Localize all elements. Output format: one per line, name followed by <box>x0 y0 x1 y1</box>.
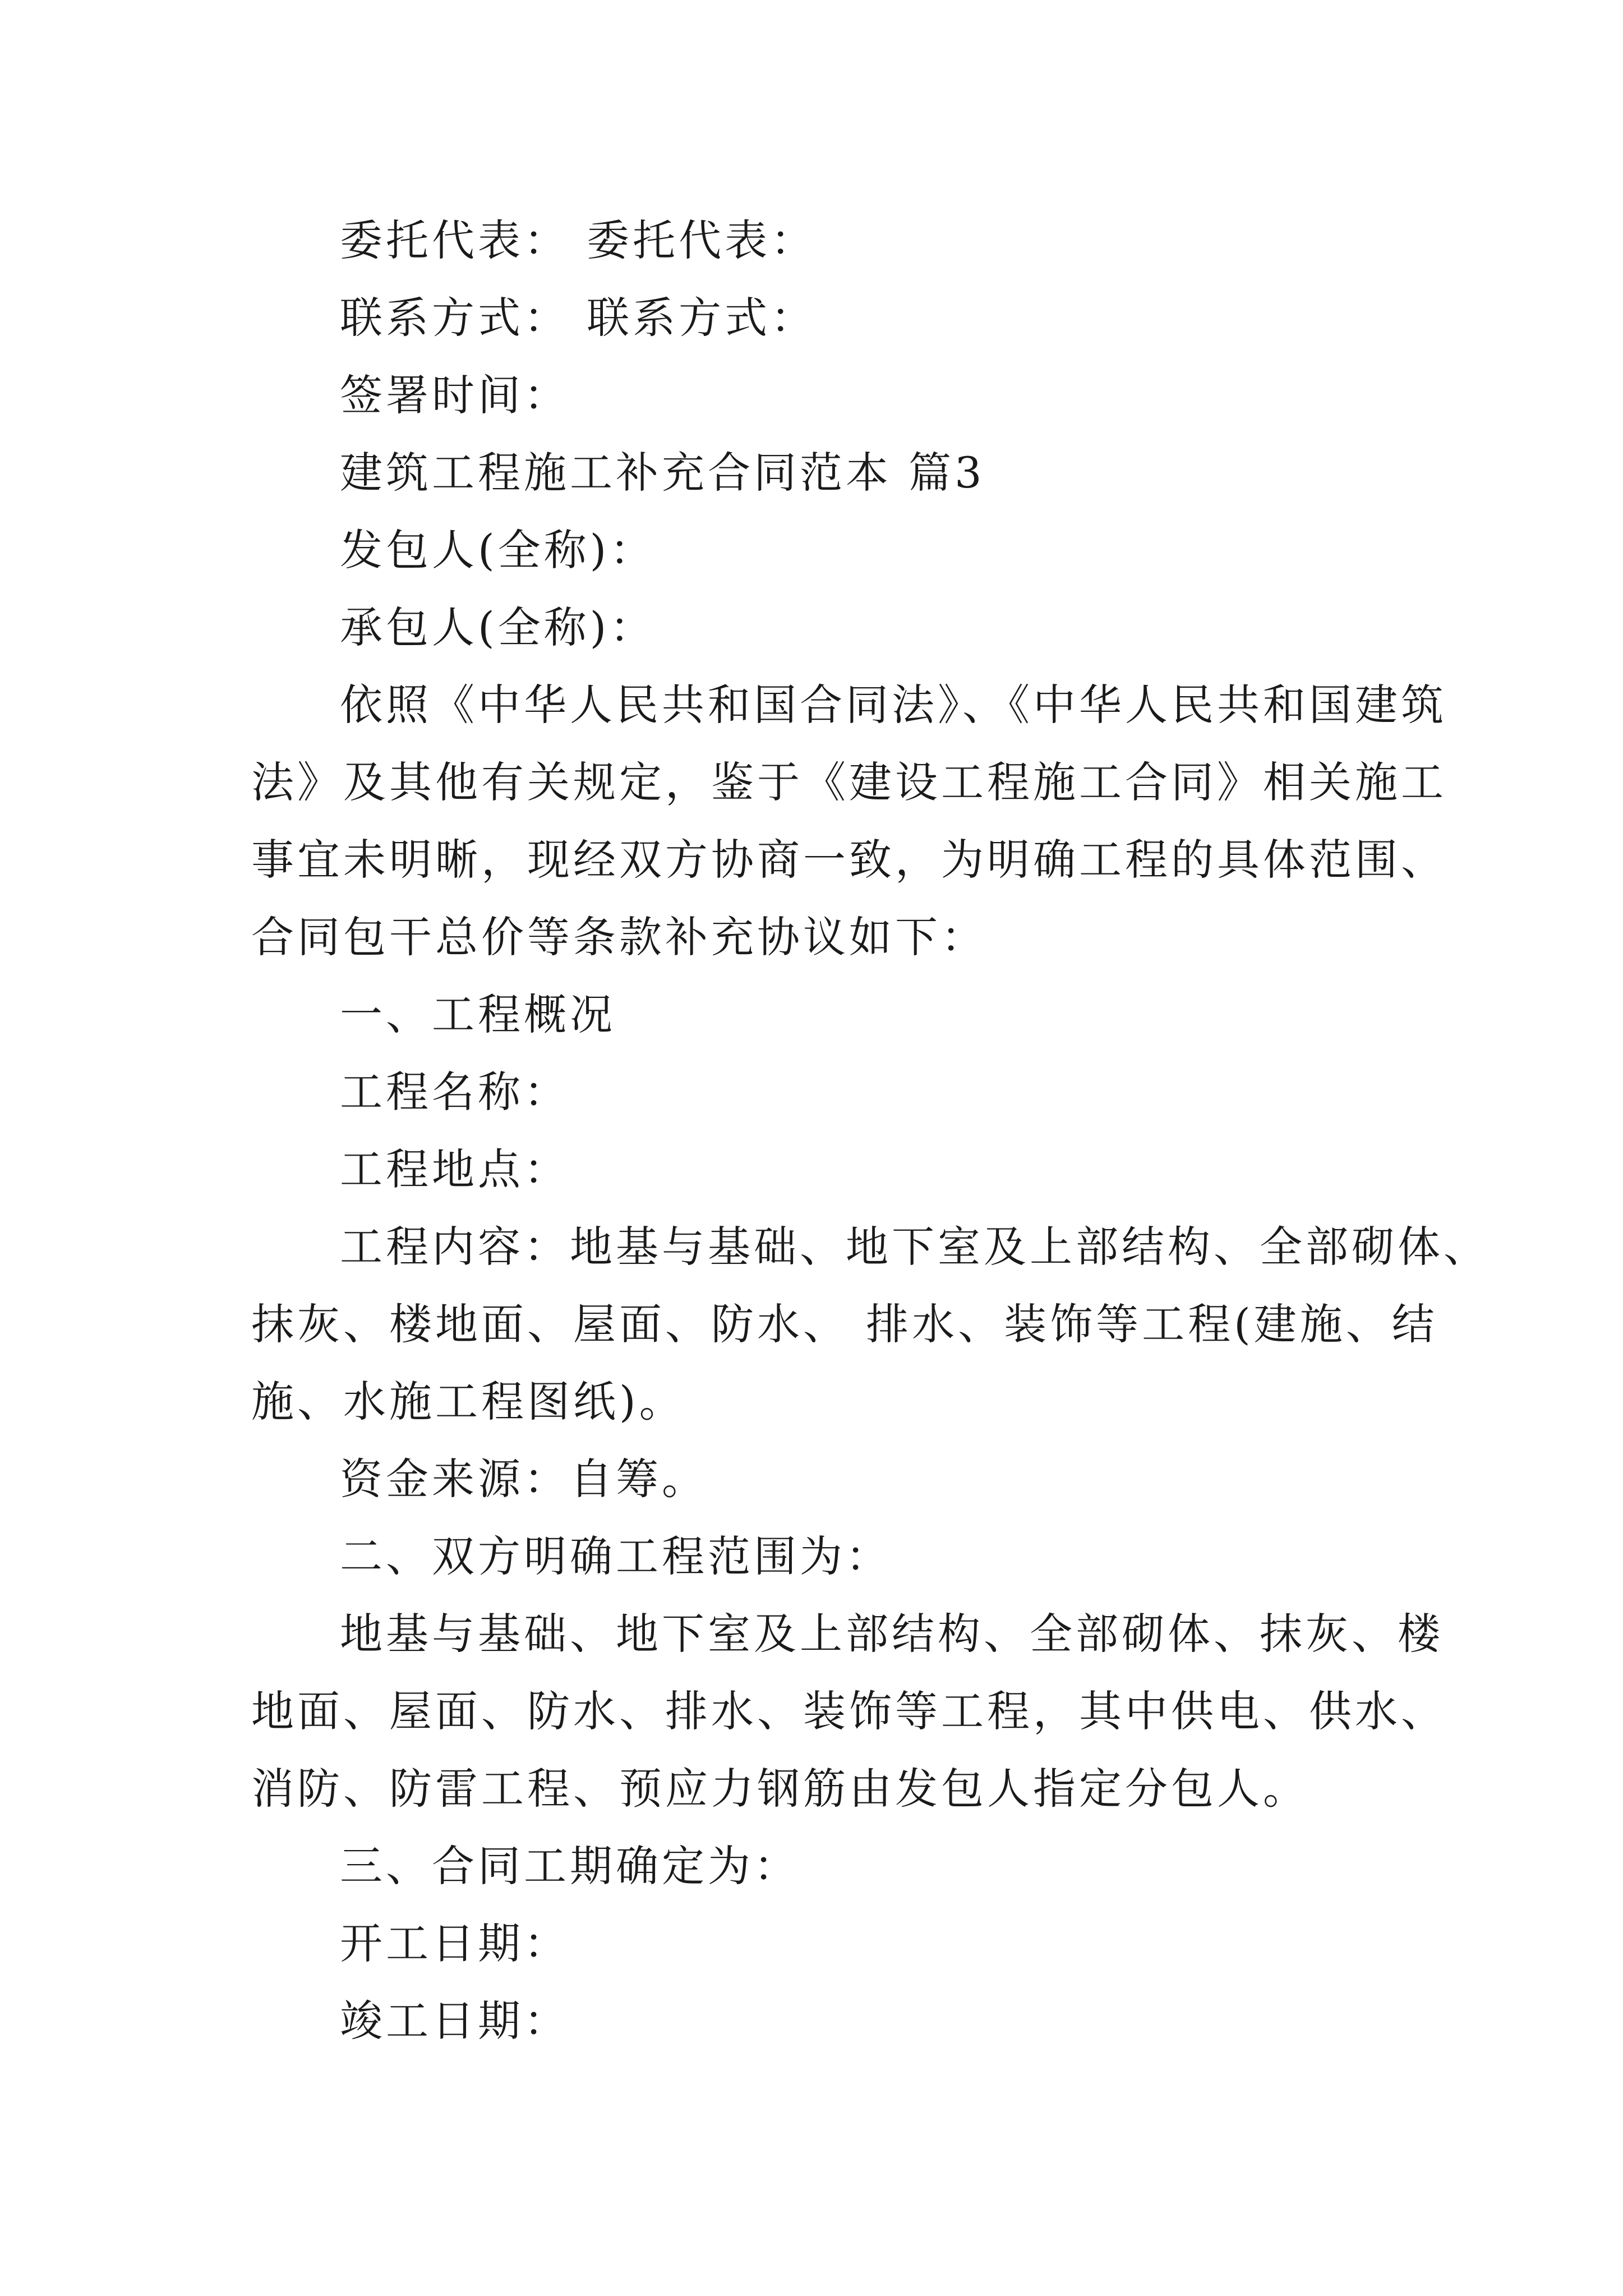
project-location-line: 工程地点： <box>340 1144 570 1194</box>
employer-line: 发包人(全称)： <box>340 525 656 575</box>
signing-time-line: 签署时间： <box>340 370 570 420</box>
contact-info-line: 联系方式： 联系方式： <box>340 293 817 343</box>
clause-3-heading: 三、合同工期确定为： <box>340 1841 800 1891</box>
project-content-line-3: 施、水施工程图纸)。 <box>251 1377 685 1427</box>
preamble-line-4: 合同包干总价等条款补充协议如下： <box>251 912 987 962</box>
funding-source-line: 资金来源：自筹。 <box>340 1454 708 1504</box>
project-name-line: 工程名称： <box>340 1067 570 1117</box>
scope-line-2: 地面、屋面、防水、排水、装饰等工程，其中供电、供水、 <box>251 1686 1447 1736</box>
section-heading-title: 建筑工程施工补充合同范本 篇3 <box>340 448 985 498</box>
clause-2-heading: 二、双方明确工程范围为： <box>340 1531 892 1581</box>
preamble-line-3: 事宜未明晰，现经双方协商一致，为明确工程的具体范围、 <box>251 835 1447 885</box>
project-content-line-1: 工程内容：地基与基础、地下室及上部结构、全部砌体、 <box>340 1222 1490 1272</box>
scope-line-3: 消防、防雷工程、预应力钢筋由发包人指定分包人。 <box>251 1764 1309 1814</box>
completion-date-line: 竣工日期： <box>340 1996 570 2046</box>
scope-line-1: 地基与基础、地下室及上部结构、全部砌体、抹灰、楼 <box>340 1609 1444 1659</box>
delegate-representative-line: 委托代表： 委托代表： <box>340 215 817 265</box>
contract-text-body <box>251 202 1490 2060</box>
start-date-line: 开工日期： <box>340 1918 570 1968</box>
project-content-line-2: 抹灰、楼地面、屋面、防水、 排水、装饰等工程(建施、结 <box>251 1299 1438 1349</box>
preamble-line-2: 法》及其他有关规定，鉴于《建设工程施工合同》相关施工 <box>251 757 1447 807</box>
contractor-line: 承包人(全称)： <box>340 602 656 652</box>
clause-1-heading: 一、工程概况 <box>340 990 616 1039</box>
preamble-line-1: 依照《中华人民共和国合同法》、《中华人民共和国建筑 <box>340 680 1447 730</box>
